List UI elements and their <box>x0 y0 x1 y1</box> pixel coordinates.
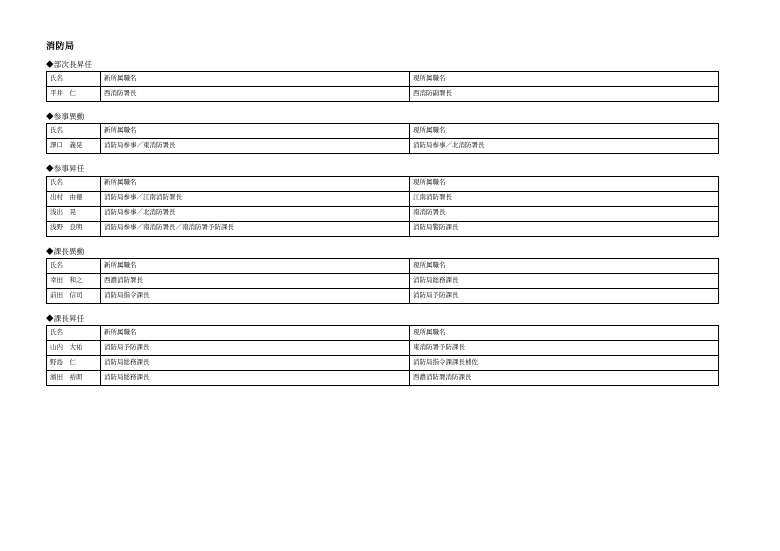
table-row <box>47 341 719 356</box>
section-sanji-ido <box>46 113 720 154</box>
column-header-current-post: 現所属職名 <box>410 124 719 139</box>
table-row <box>47 221 719 236</box>
table-header-row <box>47 124 719 139</box>
section-heading: ◆部次長昇任 <box>46 59 93 69</box>
table-header-row <box>47 258 719 273</box>
cell-name: 野島 仁 <box>47 356 101 371</box>
cell-name: 出村 由徳 <box>47 191 101 206</box>
column-header-current-post: 現所属職名 <box>410 258 719 273</box>
column-header-new-post: 新所属職名 <box>101 176 410 191</box>
cell-name: 前田 信司 <box>47 288 101 303</box>
section-heading: ◆参事異動 <box>46 112 85 122</box>
cell-name: 平井 仁 <box>47 87 101 102</box>
column-header-new-post: 新所属職名 <box>101 124 410 139</box>
cell-name: 幸田 和之 <box>47 273 101 288</box>
table-header-row <box>47 72 719 87</box>
table-header-row <box>47 326 719 341</box>
cell-current-post: 消防局警防課長 <box>410 221 719 236</box>
section-heading: ◆課長昇任 <box>46 313 85 323</box>
section-kacho-shonin <box>46 315 720 386</box>
cell-new-post: 消防局参事／東消防署長 <box>101 139 410 154</box>
cell-name: 山内 大祐 <box>47 341 101 356</box>
section-heading: ◆参事昇任 <box>46 164 85 174</box>
column-header-new-post: 新所属職名 <box>101 72 410 87</box>
table-row <box>47 371 719 386</box>
cell-new-post: 消防局総務課長 <box>101 371 410 386</box>
cell-current-post: 南消防署長 <box>410 206 719 221</box>
table-row <box>47 87 719 102</box>
column-header-current-post: 現所属職名 <box>410 176 719 191</box>
cell-new-post: 消防局予防課長 <box>101 341 410 356</box>
cell-name: 澤口 義晃 <box>47 139 101 154</box>
column-header-name: 氏名 <box>47 124 101 139</box>
table-row <box>47 206 719 221</box>
section-kacho-ido <box>46 248 720 304</box>
roster-table <box>46 176 719 237</box>
cell-new-post: 消防局参事／南消防署長／南消防署予防課長 <box>101 221 410 236</box>
cell-new-post: 消防局参事／北消防署長 <box>101 206 410 221</box>
cell-new-post: 西濃消防署長 <box>101 273 410 288</box>
cell-new-post: 消防局総務課長 <box>101 356 410 371</box>
roster-table <box>46 71 719 102</box>
cell-name: 浅野 良明 <box>47 221 101 236</box>
column-header-new-post: 新所属職名 <box>101 326 410 341</box>
cell-current-post: 西消防副署長 <box>410 87 719 102</box>
cell-current-post: 消防局予防課長 <box>410 288 719 303</box>
cell-current-post: 江南消防署長 <box>410 191 719 206</box>
cell-current-post: 消防局参事／北消防署長 <box>410 139 719 154</box>
column-header-name: 氏名 <box>47 258 101 273</box>
cell-name: 濱田 裕朗 <box>47 371 101 386</box>
column-header-name: 氏名 <box>47 326 101 341</box>
table-header-row <box>47 176 719 191</box>
cell-new-post: 西消防署長 <box>101 87 410 102</box>
cell-new-post: 消防局参事／江南消防署長 <box>101 191 410 206</box>
table-row <box>47 288 719 303</box>
roster-table <box>46 123 719 154</box>
roster-table <box>46 258 719 304</box>
section-bucho-jinin-shonin <box>46 61 720 102</box>
table-row <box>47 356 719 371</box>
table-row <box>47 273 719 288</box>
roster-table <box>46 325 719 386</box>
cell-current-post: 東消防署予防課長 <box>410 341 719 356</box>
table-row <box>47 139 719 154</box>
cell-current-post: 消防局総務課長 <box>410 273 719 288</box>
section-sanji-shonin <box>46 165 720 236</box>
cell-current-post: 西濃消防署消防課長 <box>410 371 719 386</box>
column-header-name: 氏名 <box>47 176 101 191</box>
column-header-current-post: 現所属職名 <box>410 72 719 87</box>
table-row <box>47 191 719 206</box>
cell-new-post: 消防局指令課長 <box>101 288 410 303</box>
column-header-current-post: 現所属職名 <box>410 326 719 341</box>
column-header-new-post: 新所属職名 <box>101 258 410 273</box>
page-title: 消防局 <box>46 41 75 51</box>
cell-current-post: 消防局指令課課長補佐 <box>410 356 719 371</box>
cell-name: 浅出 晃 <box>47 206 101 221</box>
section-heading: ◆課長異動 <box>46 246 85 256</box>
column-header-name: 氏名 <box>47 72 101 87</box>
